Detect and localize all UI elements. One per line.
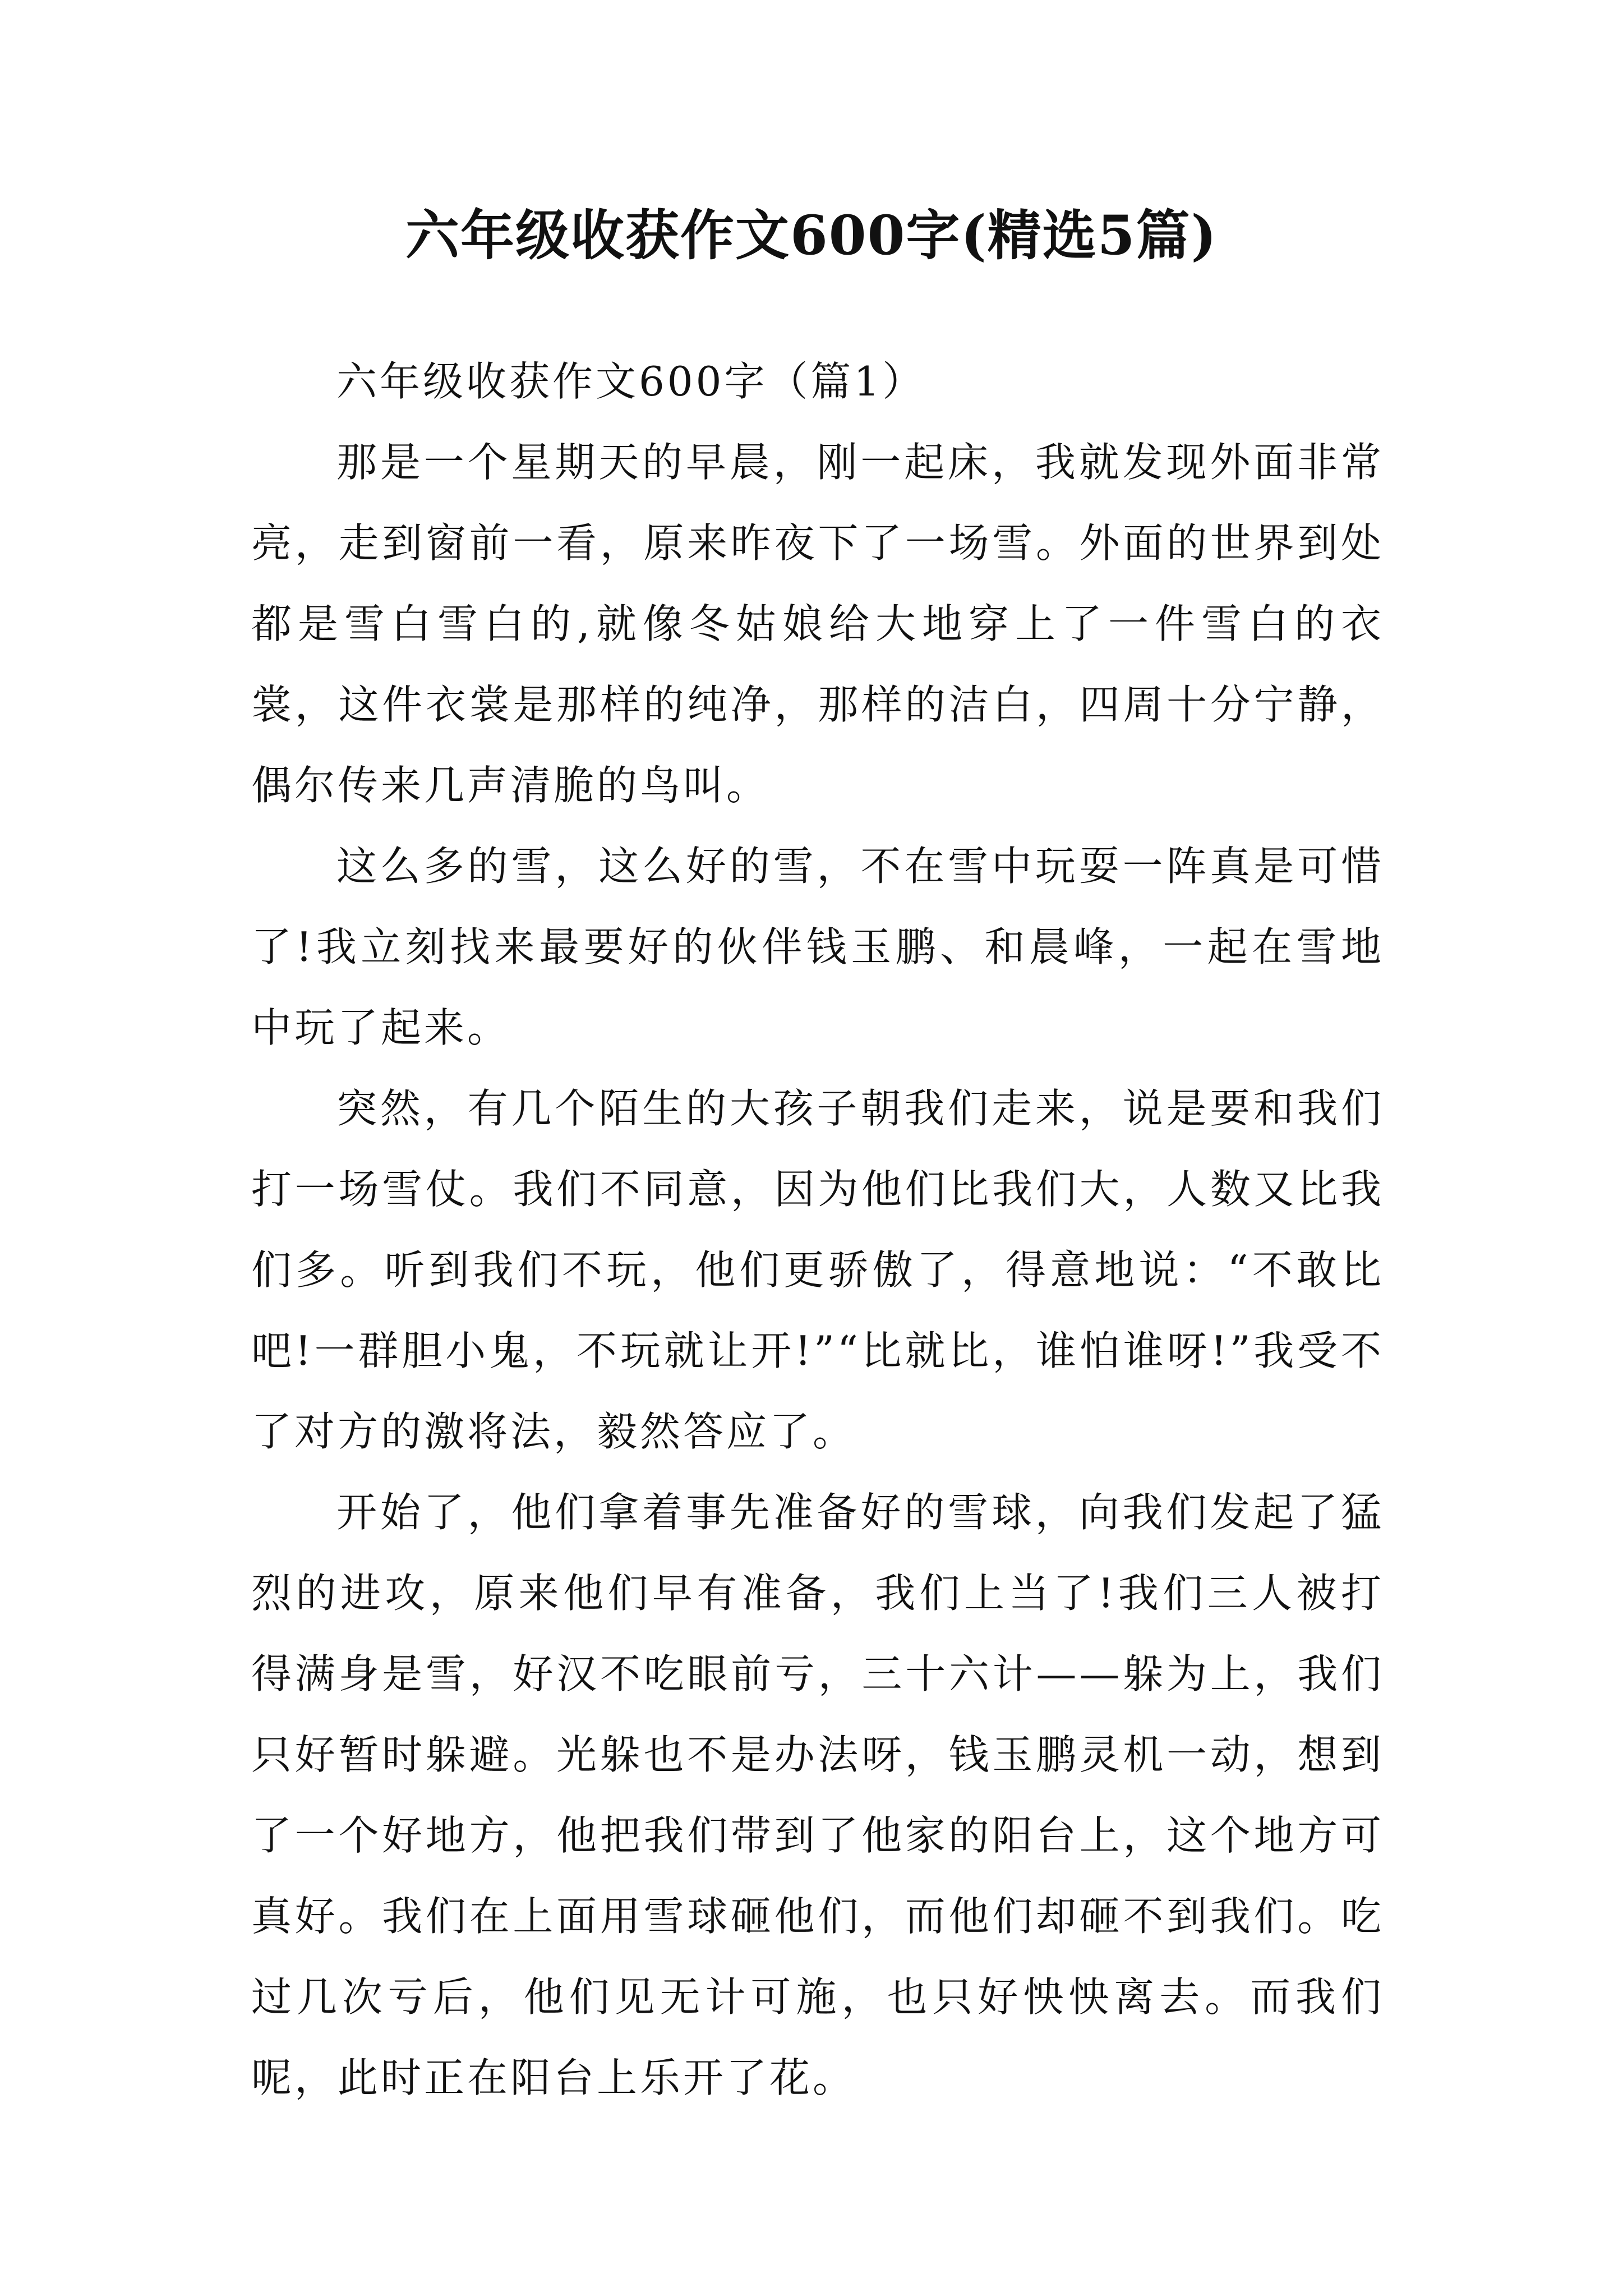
document-title: 六年级收获作文600字(精选5篇): [405, 204, 1218, 267]
paragraph-4: 开始了，他们拿着事先准备好的雪球，向我们发起了猛烈的进攻，原来他们早有准备，我们上当了!我们三人被打得满身是雪，好汉不吃眼前亏，三十六计——躲为上，我们只好暂时躲避。光躲也不是办法呀，钱玉鹏灵机一动，想到了一个好地方，他把我们带到了他家的阳台上，这个地方可真好。我们在上面用雪球砸他们，而他们却砸不到我们。吃过几次亏后，他们见无计可施，也只好怏怏离去。而我们呢，此时正在阳台上乐开了花。: [251, 1489, 1384, 2101]
paragraph-3: 突然，有几个陌生的大孩子朝我们走来，说是要和我们打一场雪仗。我们不同意，因为他们比我们大，人数又比我们多。听到我们不玩，他们更骄傲了，得意地说：“不敢比吧!一群胆小鬼，不玩就让开!”“比就比，谁怕谁呀!”我受不了对方的激将法，毅然答应了。: [251, 1085, 1384, 1455]
document-body: [251, 341, 1384, 2118]
section-heading: 六年级收获作文600字（篇1）: [336, 358, 926, 405]
paragraph-1: 那是一个星期天的早晨，刚一起床，我就发现外面非常亮，走到窗前一看，原来昨夜下了一场雪。外面的世界到处都是雪白雪白的,就像冬姑娘给大地穿上了一件雪白的衣裳，这件衣裳是那样的纯净，那样的洁白，四周十分宁静，偶尔传来几声清脆的鸟叫。: [251, 439, 1384, 809]
paragraph-2: 这么多的雪，这么好的雪，不在雪中玩耍一阵真是可惜了!我立刻找来最要好的伙伴钱玉鹏、和晨峰，一起在雪地中玩了起来。: [251, 843, 1384, 1051]
